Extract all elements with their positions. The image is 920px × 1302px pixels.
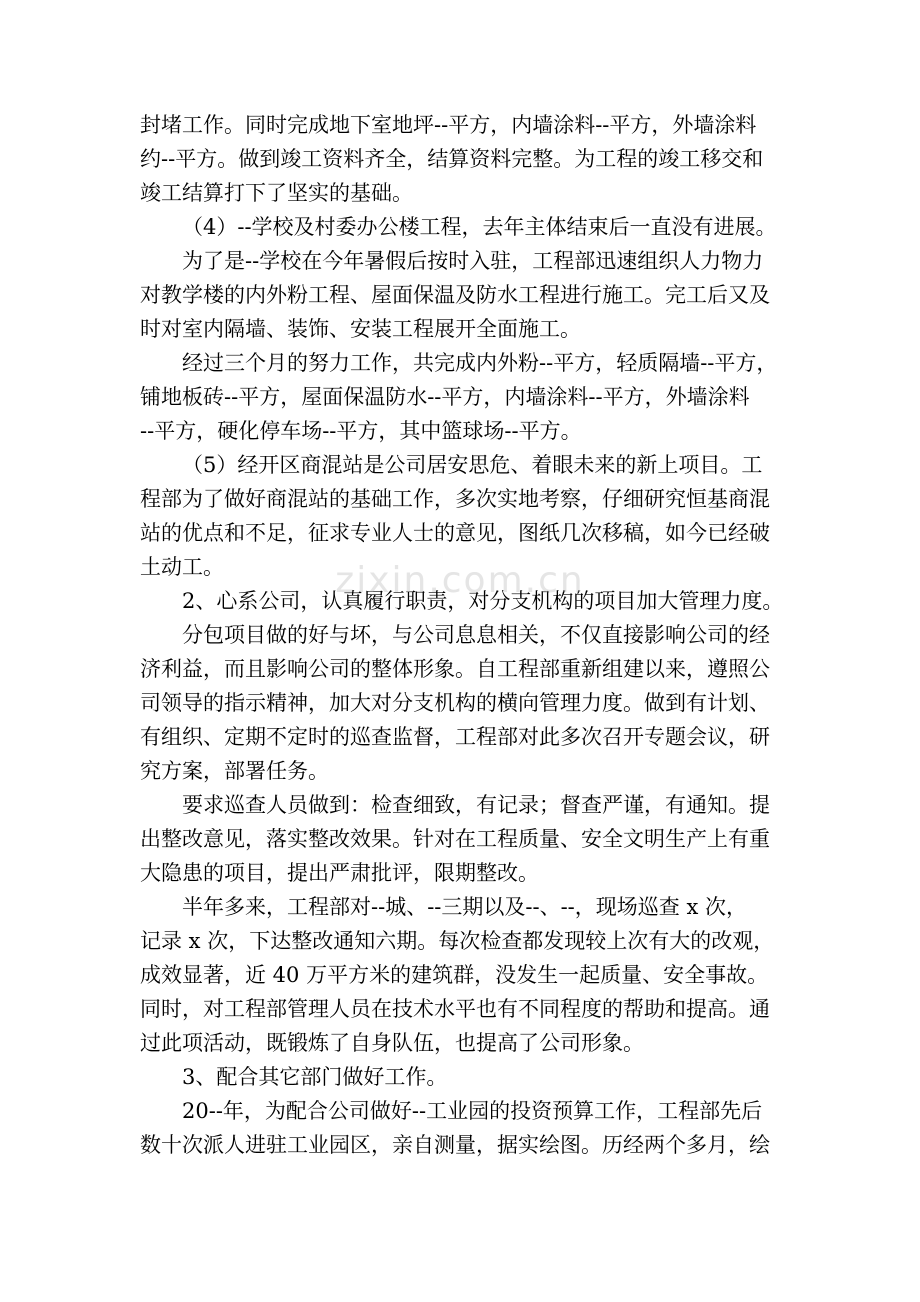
- text-line: 2、心系公司，认真履行职责，对分支机构的项目加大管理力度。: [182, 589, 784, 613]
- text-line: 同时，对工程部管理人员在技术水平也有不同程度的帮助和提高。通: [140, 997, 770, 1021]
- text-line: 铺地板砖--平方，屋面保温防水--平方，内墙涂料--平方，外墙涂料: [140, 385, 750, 409]
- text-line: 出整改意见，落实整改效果。针对在工程质量、安全文明生产上有重: [140, 827, 770, 851]
- text-line: 数十次派人进驻工业园区，亲自测量，据实绘图。历经两个多月，绘: [140, 1133, 770, 1157]
- text-line: （4）--学校及村委办公楼工程，去年主体结束后一直没有进展。: [182, 215, 777, 239]
- text-line: 过此项活动，既锻炼了自身队伍，也提高了公司形象。: [140, 1031, 644, 1055]
- text-line: 大隐患的项目，提出严肃批评，限期整改。: [140, 861, 539, 885]
- watermark: zixin.com.cn: [335, 560, 585, 601]
- document-body: [140, 108, 800, 1162]
- text-line: 程部为了做好商混站的基础工作，多次实地考察，仔细研究恒基商混: [140, 487, 770, 511]
- text-line: 有组织、定期不定时的巡查监督，工程部对此多次召开专题会议，研: [140, 725, 770, 749]
- text-line: 成效显著，近 40 万平方米的建筑群，没发生一起质量、安全事故。: [140, 963, 769, 987]
- text-line: 记录 x 次，下达整改通知六期。每次检查都发现较上次有大的改观，: [140, 929, 775, 953]
- text-line: 竣工结算打下了坚实的基础。: [140, 181, 413, 205]
- text-line: 半年多来，工程部对--城、--三期以及--、--，现场巡查 x 次，: [182, 895, 747, 919]
- text-line: 要求巡查人员做到：检查细致，有记录；督查严谨，有通知。提: [182, 793, 770, 817]
- text-line: 为了是--学校在今年暑假后按时入驻，工程部迅速组织人力物力: [182, 249, 764, 273]
- text-line: 土动工。: [140, 555, 224, 579]
- text-line: （5）经开区商混站是公司居安思危、着眼未来的新上项目。工: [182, 453, 763, 477]
- text-line: 封堵工作。同时完成地下室地坪--平方，内墙涂料--平方，外墙涂料: [140, 113, 757, 137]
- text-line: 20--年，为配合公司做好--工业园的投资预算工作，工程部先后: [182, 1099, 763, 1123]
- text-line: 时对室内隔墙、装饰、安装工程展开全面施工。: [140, 317, 581, 341]
- text-line: 究方案，部署任务。: [140, 759, 329, 783]
- text-line: 经过三个月的努力工作，共完成内外粉--平方，轻质隔墙--平方，: [182, 351, 778, 375]
- text-line: 3、配合其它部门做好工作。: [182, 1065, 448, 1089]
- text-line: 分包项目做的好与坏，与公司息息相关，不仅直接影响公司的经: [182, 623, 770, 647]
- text-line: 站的优点和不足，征求专业人士的意见，图纸几次移稿，如今已经破: [140, 521, 770, 545]
- text-line: 对教学楼的内外粉工程、屋面保温及防水工程进行施工。完工后又及: [140, 283, 770, 307]
- text-line: --平方，硬化停车场--平方，其中篮球场--平方。: [140, 419, 582, 443]
- text-line: 约--平方。做到竣工资料齐全，结算资料完整。为工程的竣工移交和: [140, 147, 764, 171]
- text-line: 济利益，而且影响公司的整体形象。自工程部重新组建以来，遵照公: [140, 657, 770, 681]
- text-line: 司领导的指示精神，加大对分支机构的横向管理力度。做到有计划、: [140, 691, 770, 715]
